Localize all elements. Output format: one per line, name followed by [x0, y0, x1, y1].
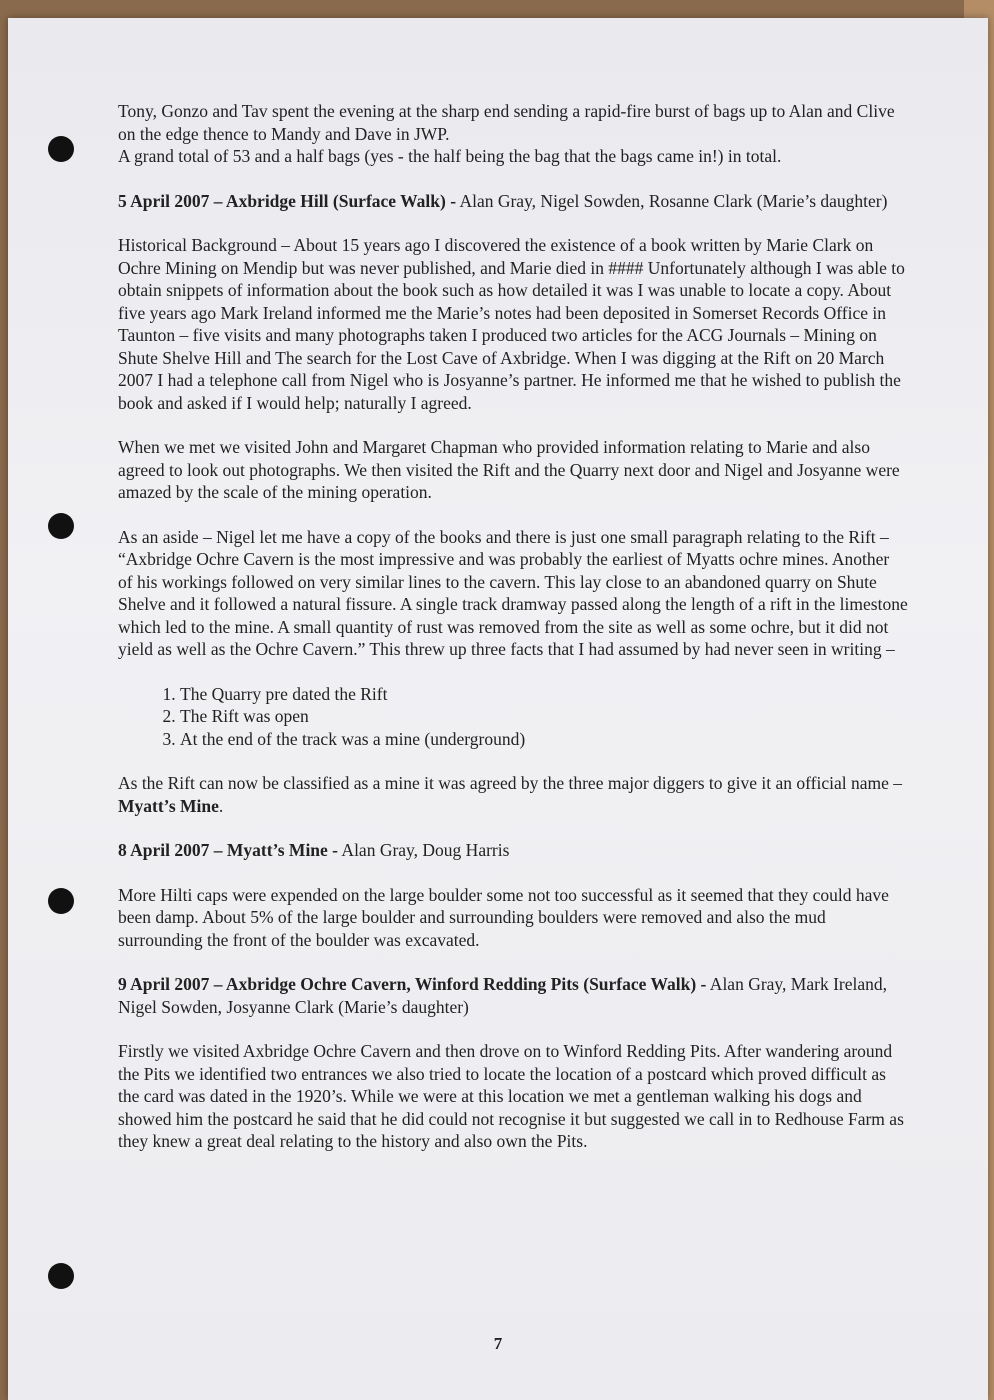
entry-heading: 9 April 2007 – Axbridge Ochre Cavern, Winford Redding Pits (Surface Walk) -: [118, 974, 707, 994]
facts-list: [118, 683, 908, 751]
entry-people: Alan Gray, Nigel Sowden, Rosanne Clark (Marie’s daughter): [456, 190, 888, 211]
intro-paragraph: [118, 100, 908, 168]
historical-background-paragraph: Historical Background – About 15 years ago I discovered the existence of a book written by Marie Clark on Ochre Mining on Mendip but was never published, and Marie died in #### Unfortunately although I was able to obtain snippets of information about the book such as how detailed it was I was unable to locate a copy. About five years ago Mark Ireland informed me the Marie’s notes had been deposited in Somerset Records Office in Taunton – five visits and many photographs taken I produced two articles for the ACG Journals – Mining on Shute Shelve Hill and The search for the Lost Cave of Axbridge. When I was digging at the Rift on 20 March 2007 I had a telephone call from Nigel who is Josyanne’s partner. He informed me that he wished to publish the book and asked if I would help; naturally I agreed.: [118, 235, 905, 413]
entry-heading: 8 April 2007 – Myatt’s Mine -: [118, 840, 339, 860]
punch-hole: [48, 513, 74, 539]
classification-paragraph: [118, 772, 908, 817]
entry-heading: 5 April 2007 – Axbridge Hill (Surface Walk) -: [118, 190, 457, 211]
list-item: 3. At the end of the track was a mine (underground): [180, 728, 908, 751]
punch-hole: [48, 1263, 74, 1289]
punch-hole: [48, 888, 74, 914]
list-item: 1. The Quarry pre dated the Rift: [180, 683, 908, 706]
entry-people: Alan Gray, Doug Harris: [338, 840, 510, 860]
mine-name: Myatt’s Mine: [118, 795, 219, 816]
hilti-paragraph: More Hilti caps were expended on the large boulder some not too successful as it seemed that they could have been damp. About 5% of the large boulder and surrounding boulders were removed and also the mud surrounding the front of the boulder was excavated.: [118, 884, 889, 950]
list-item: 2. The Rift was open: [180, 705, 908, 728]
page-number: 7: [493, 1334, 503, 1353]
entry-9-april: [118, 973, 908, 1018]
intro-line-1: Tony, Gonzo and Tav spent the evening at the sharp end sending a rapid-fire burst of bags up to Alan and Clive on the edge thence to Mandy and Dave in JWP.: [118, 101, 895, 144]
punch-hole: [48, 136, 74, 162]
entry-8-april: [118, 839, 908, 862]
document-page: [8, 18, 988, 1400]
meeting-paragraph: When we met we visited John and Margaret Chapman who provided information relating to Marie and also agreed to look out photographs. We then visited the Rift and the Quarry next door and Nigel and Josyanne were amazed by the scale of the mining operation.: [118, 437, 900, 502]
classification-text: As the Rift can now be classified as a mine it was agreed by the three major diggers to give it an official name –: [118, 773, 903, 793]
entry-5-april: [118, 190, 908, 213]
classification-end: .: [218, 795, 224, 816]
winford-paragraph: Firstly we visited Axbridge Ochre Cavern and then drove on to Winford Redding Pits. After wandering around the Pits we identified two entrances we also tried to locate the location of a postcard which proved difficult as the card was dated in the 1920’s. While we were at this location we met a gentleman walking his dogs and showed him the postcard he said that he did could not recognise it but suggested we call in to Redhouse Farm as they knew a great deal relating to the history and also own the Pits.: [118, 1041, 904, 1151]
entry-people: Alan Gray, Mark Ireland, Nigel Sowden, Josyanne Clark (Marie’s daughter): [118, 974, 887, 1017]
document-body: [118, 100, 908, 1175]
intro-line-2: A grand total of 53 and a half bags (yes - the half being the bag that the bags came in!) in total.: [118, 146, 782, 166]
aside-paragraph: As an aside – Nigel let me have a copy of the books and there is just one small paragraph relating to the Rift – “Axbridge Ochre Cavern is the most impressive and was probably the earliest of Myatts ochre mines. Another of his workings followed on very similar lines to the cavern. This lay close to an abandoned quarry on Shute Shelve and it followed a natural fissure. A single track dramway passed along the length of a rift in the limestone which led to the mine. A small quantity of rust was removed from the site as well as some ochre, but it did not yield as well as the Ochre Cavern.” This threw up three facts that I had assumed by had never seen in writing –: [118, 526, 908, 659]
